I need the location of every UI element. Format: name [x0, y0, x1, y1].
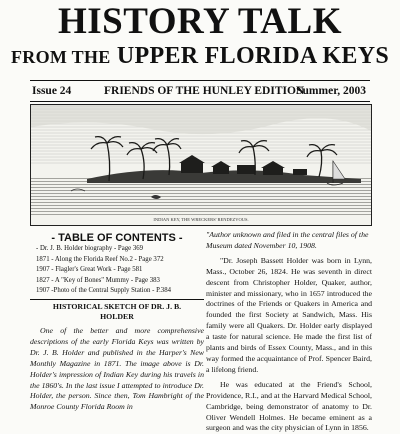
toc-list: [30, 244, 204, 297]
indian-key-engraving: [30, 104, 372, 226]
engraving-caption: INDIAN KEY, THE WRECKERS' RENDEZVOUS.: [153, 217, 249, 222]
masthead: [0, 0, 400, 72]
toc-item: 1907 - Flagler's Great Work - Page 581: [36, 266, 143, 274]
toc-heading: - TABLE OF CONTENTS -: [51, 232, 183, 244]
section-divider: [30, 299, 204, 300]
edition-name: FRIENDS OF THE HUNLEY EDITION: [104, 85, 305, 97]
newsletter-subtitle: [0, 42, 400, 71]
source-note: "Author unknown and filed in the central files of the Museum dated November 10, 1908.: [206, 230, 369, 250]
subtitle-region: UPPER FLORIDA KEYS: [116, 43, 389, 69]
left-column: [30, 230, 204, 413]
toc-item: - Dr. J. B. Holder biography - Page 369: [36, 245, 144, 252]
newsletter-title: HISTORY TALK: [57, 1, 342, 42]
right-column: [206, 230, 372, 434]
issue-number: Issue 24: [32, 85, 72, 97]
issue-season: Summer, 2003: [296, 85, 366, 97]
toc-item: 1827 - A "Key of Bones" Mummy - Page 383: [36, 276, 160, 284]
subtitle-prefix: FROM THE: [11, 47, 111, 67]
article-heading: HISTORICAL SKETCH OF DR. J. B. HOLDER: [52, 301, 182, 322]
article-intro: One of the better and more comprehensive descriptions of the early Florida Keys was written by Dr. J. B. Holder and published in the Harper's New Monthly Magazine in 1871. The image above is Dr. Holder's impression of Indian Key during his travels in the 1860's. In the last issue I attempted to introduce Dr. Holder, the person. Since then, Tom Hambright of the Monroe County Florida Room in: [30, 325, 204, 412]
toc-item: 1907 -Photo of the Central Supply Station - P.384: [36, 287, 171, 295]
biography-paragraph: "Dr. Joseph Bassett Holder was born in Lynn, Mass., October 26, 1824. He was seventh in direct descent from Christopher Holder, Quaker, author, minister and missionary, who in 1657 introduced the doctrines of the Friends or Quakers in America and founded the first Society at Sandwich, Mass. His family were all Quakers. Dr. Holder early displayed a taste for natural science. He made the first list of plants and birds of Essex County, Mass., and in this way formed the acquaintance of Prof. Spencer Baird, a lifelong friend.: [206, 255, 372, 374]
issue-bar: [30, 80, 370, 102]
biography-paragraph: He was educated at the Friend's School, Providence, R.I., and at the Harvard Medical School, Cambridge, being demonstrator of anatomy to Dr. Oliver Wendell Holmes. He became eminent as a surgeon and was the city physician of Lynn in 1856.: [206, 379, 372, 433]
toc-item: 1871 - Along the Florida Reef No.2 - Page 372: [36, 255, 164, 263]
